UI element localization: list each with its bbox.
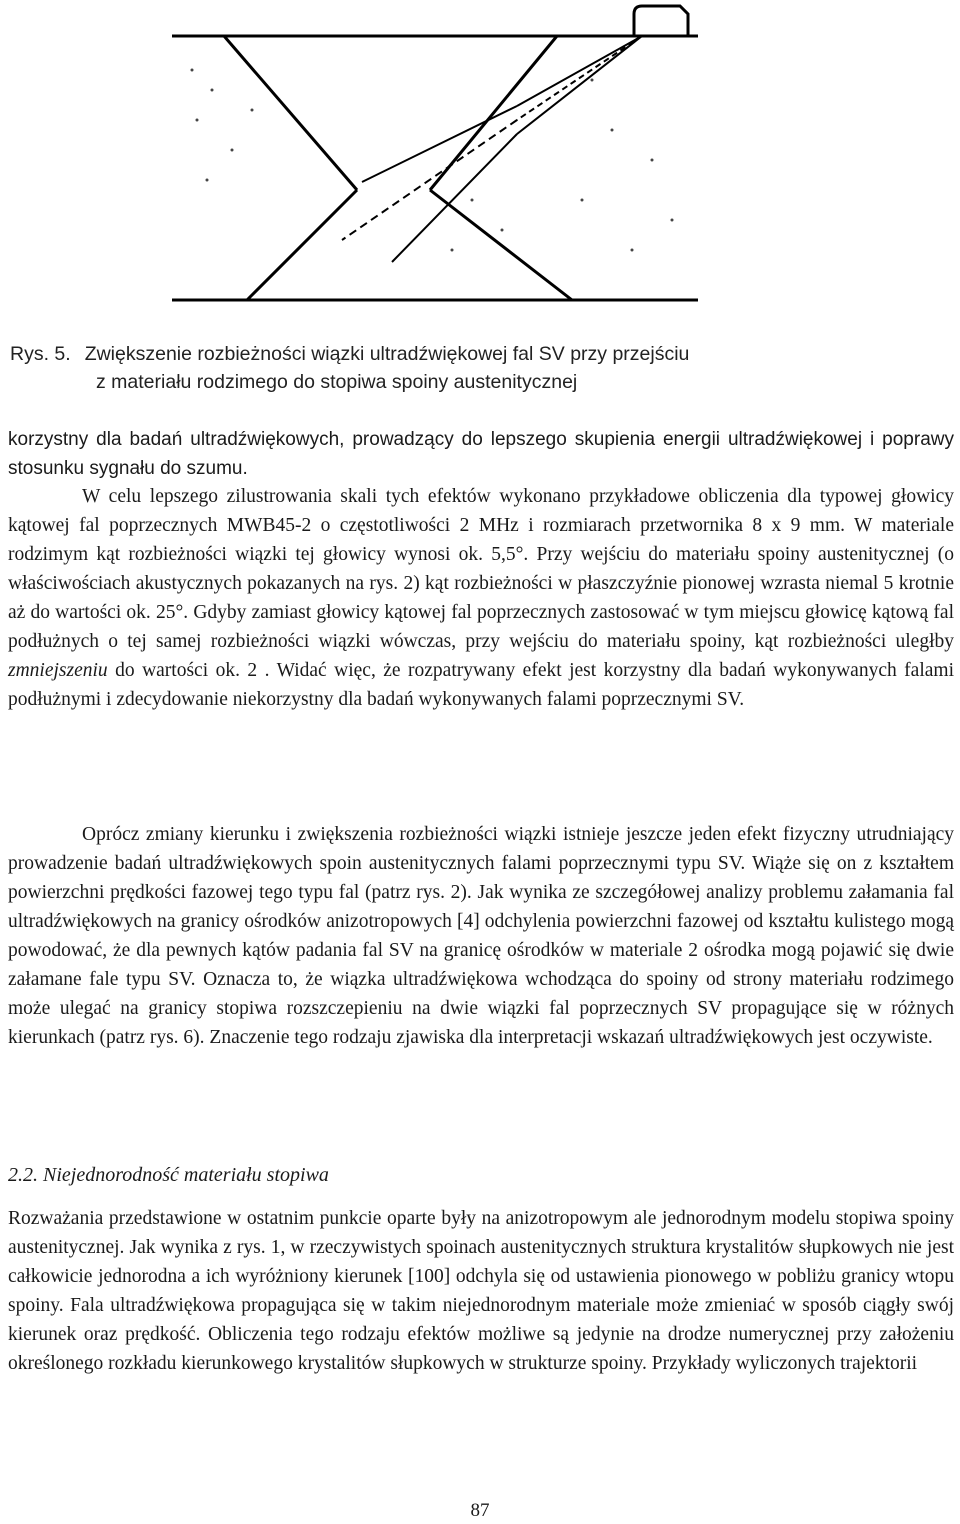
weld-beam-upper <box>362 106 517 182</box>
section-heading: 2.2. Niejednorodność materiału stopiwa <box>8 1164 329 1186</box>
paragraph-4: Rozważania przedstawione w ostatnim punkcie oparte były na anizotropowym ale jednorodnym modelu stopiwa spoiny austenitycznej. Jak wynika z rys. 1, w rzeczywistych spoinach austenitycznych struktura krystalitów słupkowych nie jest całkowicie jednorodna a ich wyróżniony kierunek [100] odchyla się od ustawienia pionowego w pobliżu granicy wtopu spoiny. Fala ultradźwiękowa propagująca się w takim niejednorodnym materiale może zmieniać w sposób ciągły swój kierunek oraz prędkość. Obliczenia tego rodzaju efektów możliwe są jedynie na drodze numerycznej przy założeniu określonego rozkładu kierunkowego krystalitów słupkowych w strukturze spoiny. Przykłady wyliczonych trajektorii <box>8 1208 954 1374</box>
paragraph-2 <box>8 482 954 714</box>
paragraph-2-part1: W celu lepszego zilustrowania skali tych efektów wykonano przykładowe obliczenia dla typowej głowicy kątowej fal poprzecznych MWB45-2 o częstotliwości 2 MHz i rozmiarach przetwornika 8 x 9 mm. W materiale rodzimym kąt rozbieżności wiązki tej głowicy wynosi ok. 5,5°. Przy wejściu do materiału spoiny austenitycznej (o właściwościach akustycznych pokazanych na rys. 2) kąt rozbieżności w płaszczyźnie pionowej wzrasta niemal 5 krotnie aż do wartości ok. 25°. Gdyby zamiast głowicy kątowej fal poprzecznych zastosować w tym miejscu głowicę kątową fal podłużnych o tej samej rozbieżności wiązki wówczas, przy wejściu do materiału spoiny, kąt rozbieżności uległby <box>8 486 954 652</box>
page-number: 87 <box>470 1500 490 1521</box>
beam-axis <box>517 36 642 120</box>
probe-icon <box>634 6 688 36</box>
beam-divergence-figure <box>172 0 698 304</box>
caption-label: Rys. 5. <box>10 343 71 365</box>
caption-line1: Zwiększenie rozbieżności wiązki ultradźwiękowej fal SV przy przejściu <box>84 343 690 365</box>
paragraph-2-part2: do wartości ok. 2 . Widać więc, że rozpatrywany efekt jest korzystny dla badań wykonywanych falami podłużnymi i zdecydowanie niekorzystny dla badań wykonywanych falami poprzecznymi SV. <box>8 660 954 710</box>
paragraph-2-emphasis: zmniejszeniu <box>8 660 108 681</box>
weld-fusion-left-upper <box>224 36 357 190</box>
beam-upper-edge <box>517 36 642 106</box>
weld-fusion-right-lower <box>430 190 572 300</box>
ultrasonic-beam-diagram <box>172 0 698 304</box>
paragraph-1: korzystny dla badań ultradźwiękowych, prowadzący do lepszego skupienia energii ultradźwiękowej i poprawy stosunku sygnału do szumu. <box>8 429 954 479</box>
grain-texture <box>191 69 674 252</box>
paragraph-3: Oprócz zmiany kierunku i zwiększenia rozbieżności wiązki istnieje jeszcze jeden efekt fizyczny utrudniający prowadzenie badań ultradźwiękowych spoin austenitycznych falami poprzecznymi typu SV. Wiąże się on z kształtem powierzchni prędkości fazowej tego typu fal (patrz rys. 2). Jak wynika ze szczegółowej analizy problemu załamania fal ultradźwiękowych na granicy ośrodków anizotropowych [4] odchylenia powierzchni fazowej od kształtu kulistego mogą powodować, że dla pewnych kątów padania fal SV na granicę ośrodków w materiale 2 ośrodka mogą pojawić się dwie załamane fale typu SV. Oznacza to, że wiązka ultradźwiękowa wchodząca do spoiny od strony materiału rodzimego może ulegać na granicy stopiwa rozszczepieniu na dwie wiązki fal poprzecznych SV propagujące się w różnych kierunkach (patrz rys. 6). Znaczenie tego rodzaju zjawiska dla interpretacji wskazań ultradźwiękowych jest oczywiste. <box>8 824 954 1048</box>
beam-lower-edge <box>517 36 642 134</box>
caption-line2: z materiału rodzimego do stopiwa spoiny austenitycznej <box>96 371 578 393</box>
weld-fusion-left-lower <box>247 190 357 300</box>
figure-caption <box>10 340 950 396</box>
